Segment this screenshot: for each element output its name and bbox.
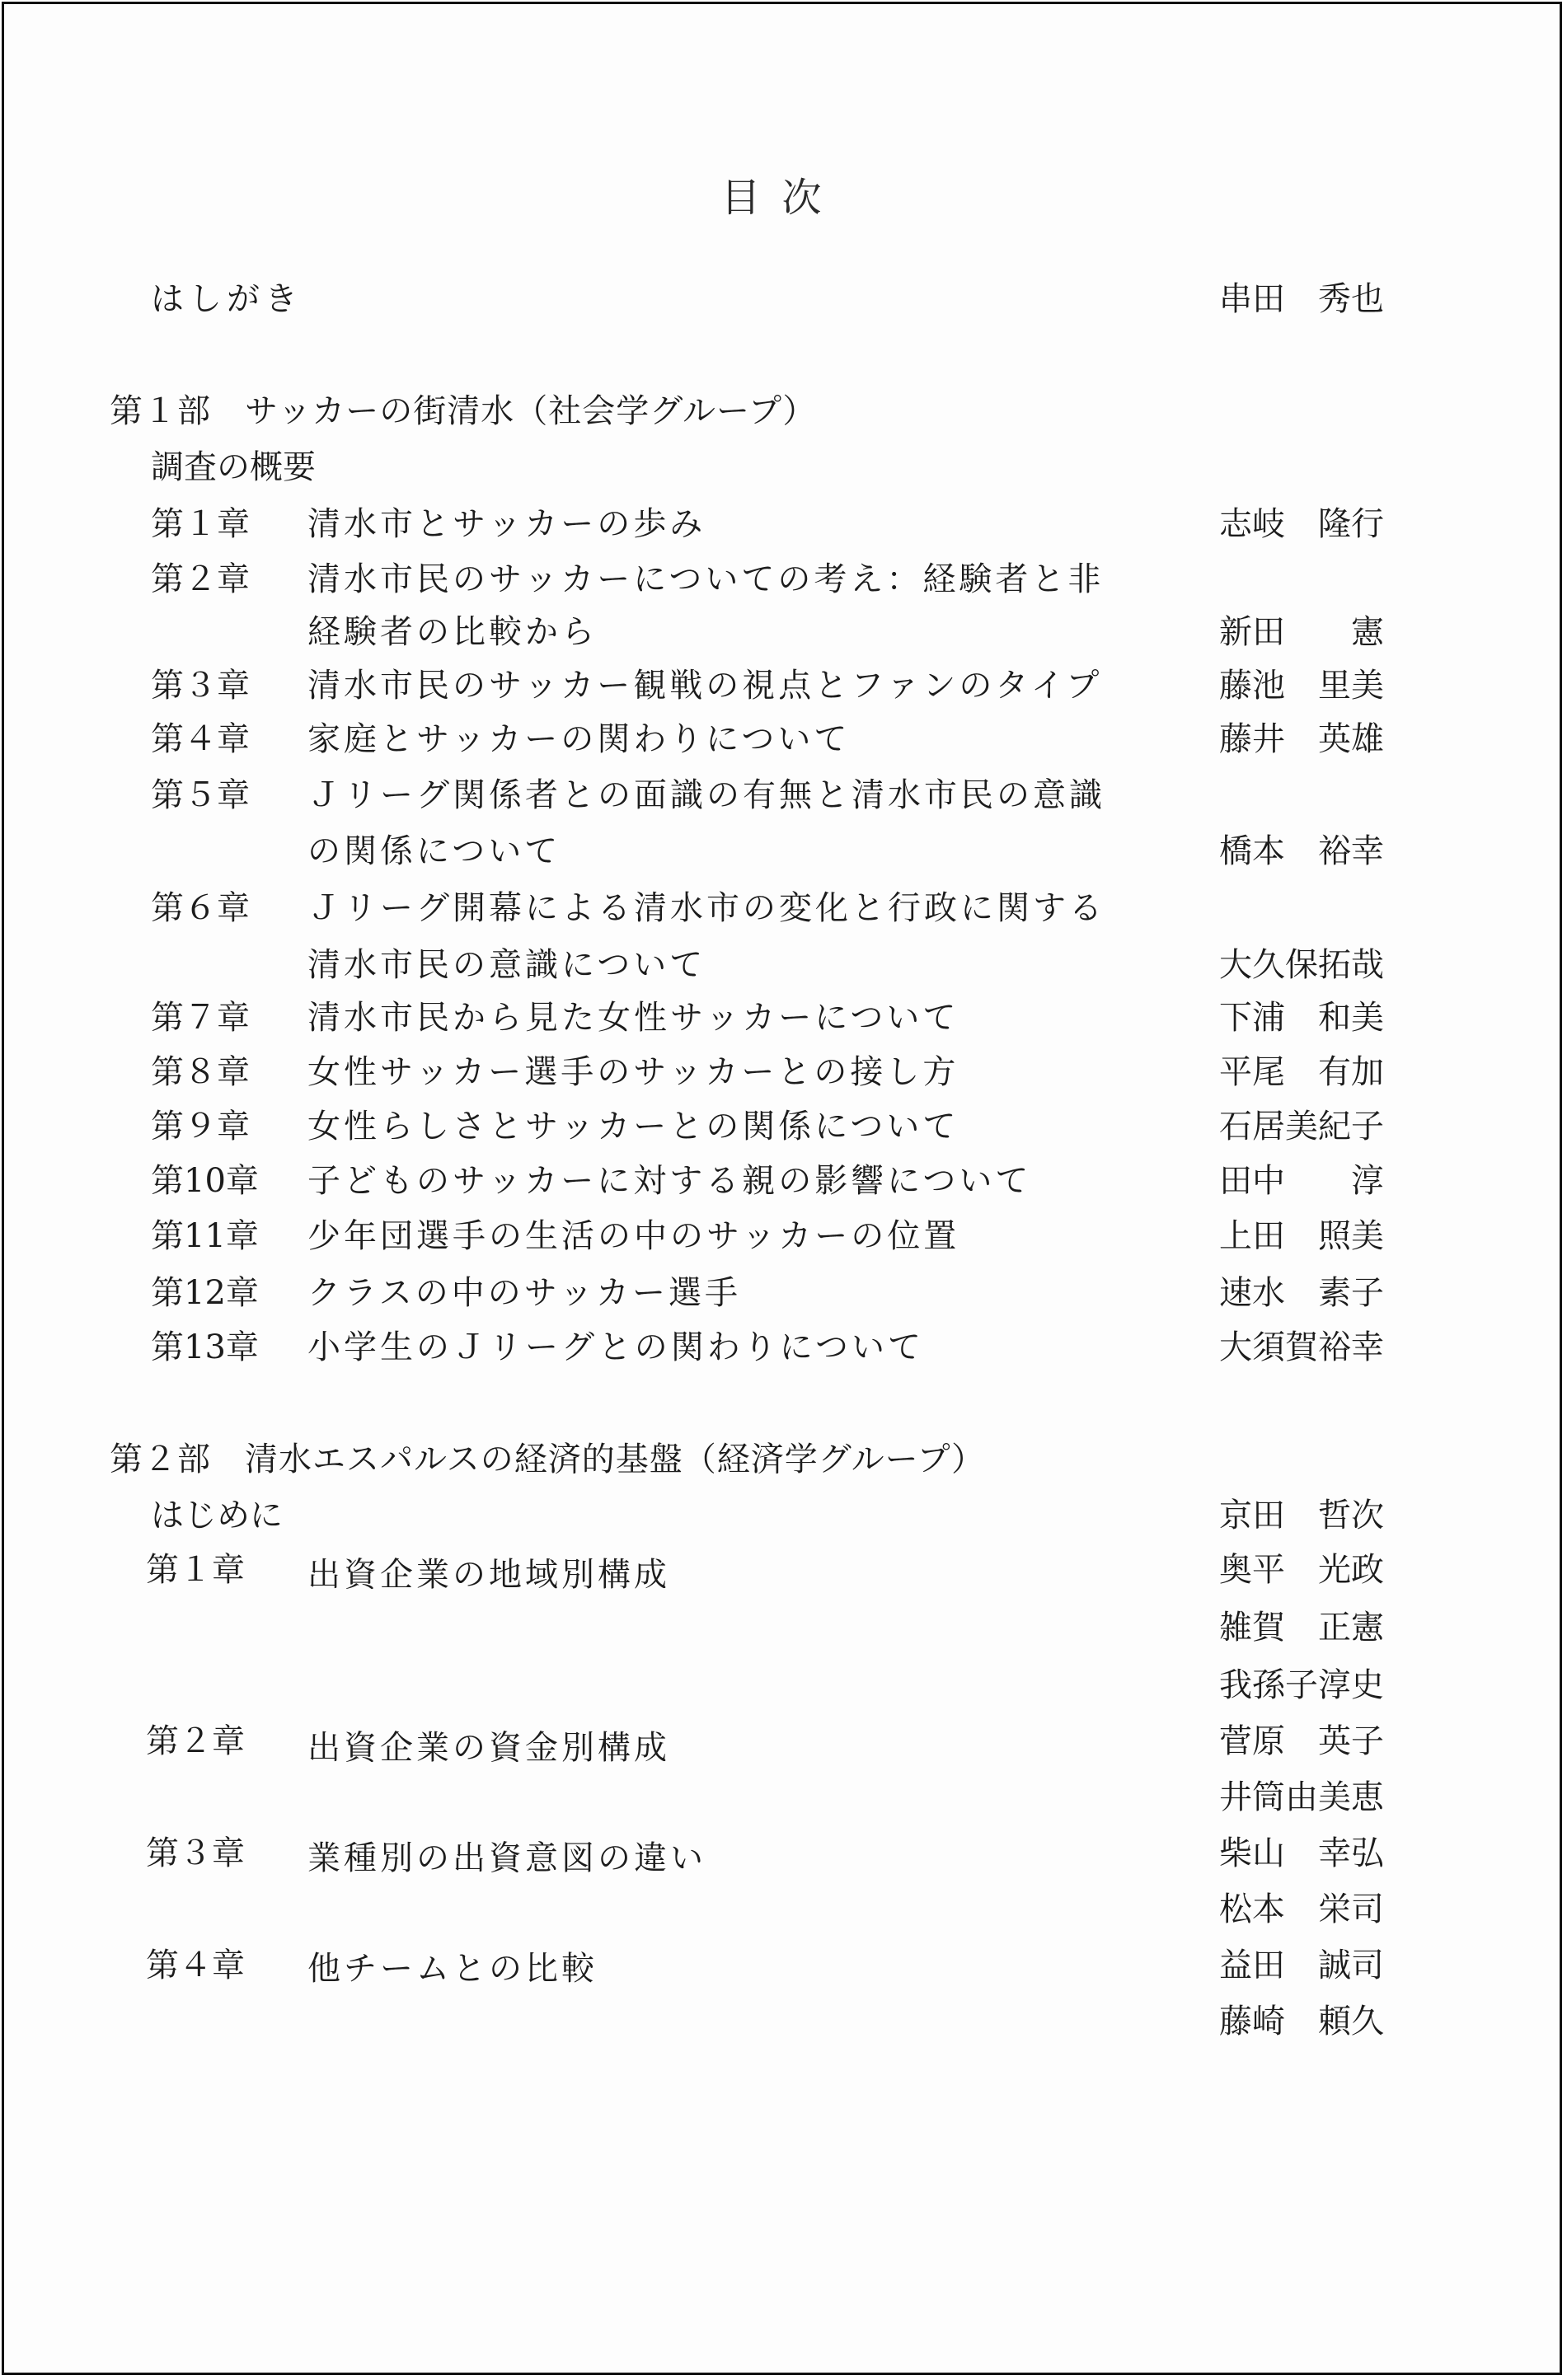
part1-chapter-title: 少年団選手の生活の中のサッカーの位置 bbox=[307, 1217, 960, 1255]
part2-chapter-author: 雑賀 正憲 bbox=[1219, 1609, 1384, 1647]
part1-chapter-author: 大須賀裕幸 bbox=[1219, 1328, 1384, 1366]
part1-chapter-author: 田中 淳 bbox=[1219, 1162, 1384, 1200]
part1-chapter-title: 清水市民のサッカーについての考え：経験者と非 bbox=[307, 560, 1105, 598]
part1-chapter-title: 清水市民から見た女性サッカーについて bbox=[307, 999, 959, 1037]
part1-chapter-number: 第13章 bbox=[151, 1328, 259, 1366]
part1-chapter-title: 清水市民のサッカー観戦の視点とファンのタイプ bbox=[307, 667, 1103, 705]
part1-chapter-author: 藤井 英雄 bbox=[1219, 720, 1384, 758]
part2-chapter-author: 益田 誠司 bbox=[1219, 1947, 1384, 1984]
part1-heading: 第１部 サッカーの街清水（社会学グループ） bbox=[110, 392, 817, 430]
part1-chapter-author: 大久保拓哉 bbox=[1219, 946, 1384, 984]
part1-chapter-title-cont: の関係について bbox=[307, 832, 561, 870]
part1-chapter-number: 第７章 bbox=[151, 999, 250, 1037]
part2-chapter-author: 我孫子淳史 bbox=[1219, 1666, 1384, 1704]
part2-chapter-number: 第４章 bbox=[146, 1947, 245, 1984]
part1-chapter-title: 小学生のＪリーグとの関わりについて bbox=[307, 1328, 924, 1366]
part1-chapter-number: 第８章 bbox=[151, 1053, 250, 1091]
part1-chapter-title-cont: 経験者の比較から bbox=[307, 613, 598, 651]
part1-chapter-number: 第11章 bbox=[151, 1217, 259, 1255]
part2-chapter-title: 他チームとの比較 bbox=[307, 1950, 598, 1988]
part1-chapter-author: 橋本 裕幸 bbox=[1219, 832, 1384, 870]
part1-chapter-author: 下浦 和美 bbox=[1219, 999, 1384, 1037]
part1-chapter-author: 平尾 有加 bbox=[1219, 1053, 1384, 1091]
part2-chapter-author: 奥平 光政 bbox=[1219, 1551, 1384, 1589]
part1-chapter-title: 清水市とサッカーの歩み bbox=[307, 505, 706, 543]
part1-chapter-number: 第12章 bbox=[151, 1274, 259, 1312]
part1-chapter-title: Ｊリーグ関係者との面識の有無と清水市民の意識 bbox=[307, 776, 1105, 814]
part1-chapter-number: 第１章 bbox=[151, 505, 250, 543]
part1-chapter-author: 新田 憲 bbox=[1219, 613, 1384, 651]
part1-chapter-number: 第５章 bbox=[151, 776, 250, 814]
preface-author: 串田 秀也 bbox=[1219, 280, 1384, 318]
part1-chapter-number: 第６章 bbox=[151, 889, 250, 927]
part2-chapter-author: 菅原 英子 bbox=[1219, 1722, 1384, 1760]
part2-chapter-number: 第２章 bbox=[146, 1722, 245, 1760]
part1-chapter-number: 第４章 bbox=[151, 720, 250, 758]
part1-chapter-number: 第10章 bbox=[151, 1162, 259, 1200]
part1-chapter-author: 速水 素子 bbox=[1219, 1274, 1384, 1312]
part1-chapter-title: 女性らしさとサッカーとの関係について bbox=[307, 1108, 959, 1145]
part1-chapter-author: 上田 照美 bbox=[1219, 1217, 1384, 1255]
part2-heading: 第２部 清水エスパルスの経済的基盤（経済学グループ） bbox=[110, 1441, 985, 1478]
part1-chapter-title: 女性サッカー選手のサッカーとの接し方 bbox=[307, 1053, 959, 1091]
part1-chapter-title: 子どものサッカーに対する親の影響について bbox=[307, 1162, 1032, 1200]
part1-chapter-title-cont: 清水市民の意識について bbox=[307, 946, 706, 984]
part1-chapter-title: Ｊリーグ開幕による清水市の変化と行政に関する bbox=[307, 889, 1105, 927]
part1-chapter-author: 志岐 隆行 bbox=[1219, 505, 1384, 543]
part1-chapter-number: 第９章 bbox=[151, 1108, 250, 1145]
part1-chapter-title: 家庭とサッカーの関わりについて bbox=[307, 720, 851, 758]
part2-intro-author: 京田 哲次 bbox=[1219, 1497, 1384, 1534]
part2-chapter-author: 藤崎 頼久 bbox=[1219, 2003, 1384, 2040]
part2-chapter-title: 出資企業の資金別構成 bbox=[307, 1729, 670, 1767]
part2-chapter-title: 出資企業の地域別構成 bbox=[307, 1556, 670, 1594]
part1-chapter-author: 石居美紀子 bbox=[1219, 1108, 1384, 1145]
part2-chapter-title: 業種別の出資意図の違い bbox=[307, 1839, 706, 1877]
part2-intro-label: はじめに bbox=[151, 1497, 283, 1534]
part1-chapter-author: 藤池 里美 bbox=[1219, 667, 1384, 705]
part1-chapter-title: クラスの中のサッカー選手 bbox=[307, 1274, 741, 1312]
preface-label: はしがき bbox=[151, 280, 303, 318]
part1-overview: 調査の概要 bbox=[151, 448, 316, 486]
part1-chapter-number: 第２章 bbox=[151, 560, 250, 598]
part2-chapter-author: 松本 栄司 bbox=[1219, 1890, 1384, 1928]
part2-chapter-number: 第３章 bbox=[146, 1834, 245, 1872]
page bbox=[2, 2, 1562, 2375]
part1-chapter-number: 第３章 bbox=[151, 667, 250, 705]
part2-chapter-author: 柴山 幸弘 bbox=[1219, 1834, 1384, 1872]
page-title: 目次 bbox=[720, 175, 843, 221]
part2-chapter-number: 第１章 bbox=[146, 1551, 245, 1589]
part2-chapter-author: 井筒由美恵 bbox=[1219, 1778, 1384, 1816]
